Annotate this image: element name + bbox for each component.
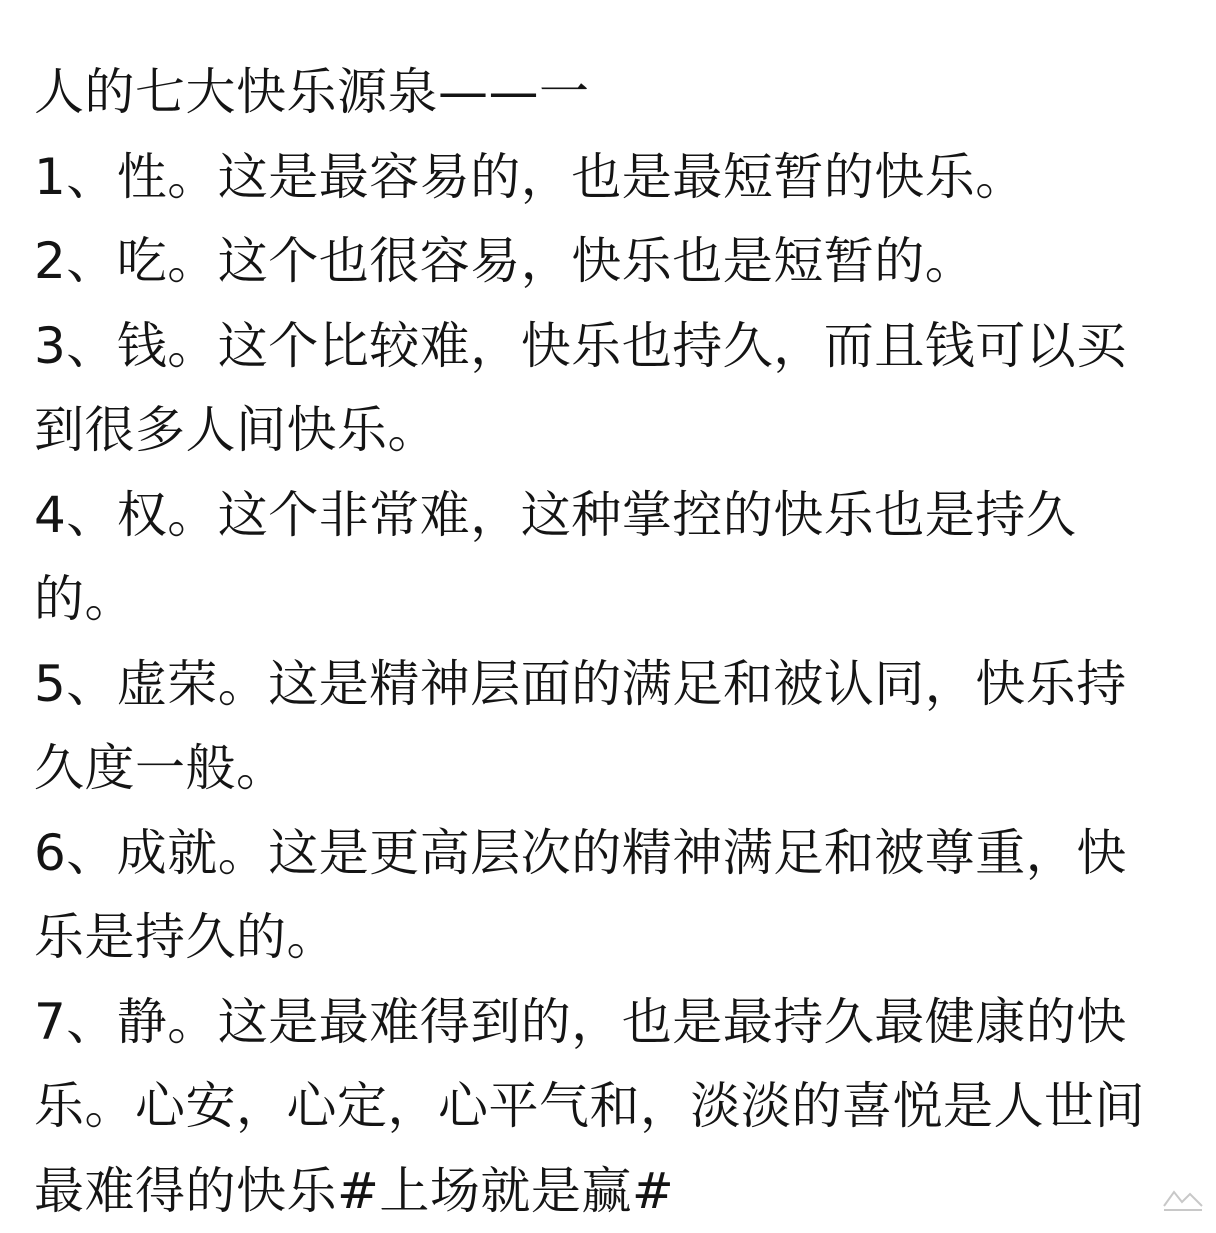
post-line-6: 的。: [34, 557, 1184, 642]
post-line-10: 乐是持久的。: [34, 895, 1184, 980]
post-line-9: 6、成就。这是更高层次的精神满足和被尊重，快: [34, 811, 1184, 896]
post-line-12: 乐。心安，心定，心平气和，淡淡的喜悦是人世间: [34, 1064, 1184, 1149]
post-title: 人的七大快乐源泉——一: [34, 50, 1184, 135]
post-line-7: 5、虚荣。这是精神层面的满足和被认同，快乐持: [34, 642, 1184, 727]
post-line-13: 最难得的快乐#上场就是赢#: [34, 1149, 1184, 1233]
post-line-3: 3、钱。这个比较难，快乐也持久，而且钱可以买: [34, 304, 1184, 389]
post-line-8: 久度一般。: [34, 726, 1184, 811]
watermark-icon: [1160, 1184, 1206, 1214]
post-line-2: 2、吃。这个也很容易，快乐也是短暂的。: [34, 219, 1184, 304]
post-line-1: 1、性。这是最容易的，也是最短暂的快乐。: [34, 135, 1184, 220]
post-line-5: 4、权。这个非常难，这种掌控的快乐也是持久: [34, 473, 1184, 558]
post-body: [34, 50, 1184, 1233]
post-line-4: 到很多人间快乐。: [34, 388, 1184, 473]
post-line-11: 7、静。这是最难得到的，也是最持久最健康的快: [34, 980, 1184, 1065]
